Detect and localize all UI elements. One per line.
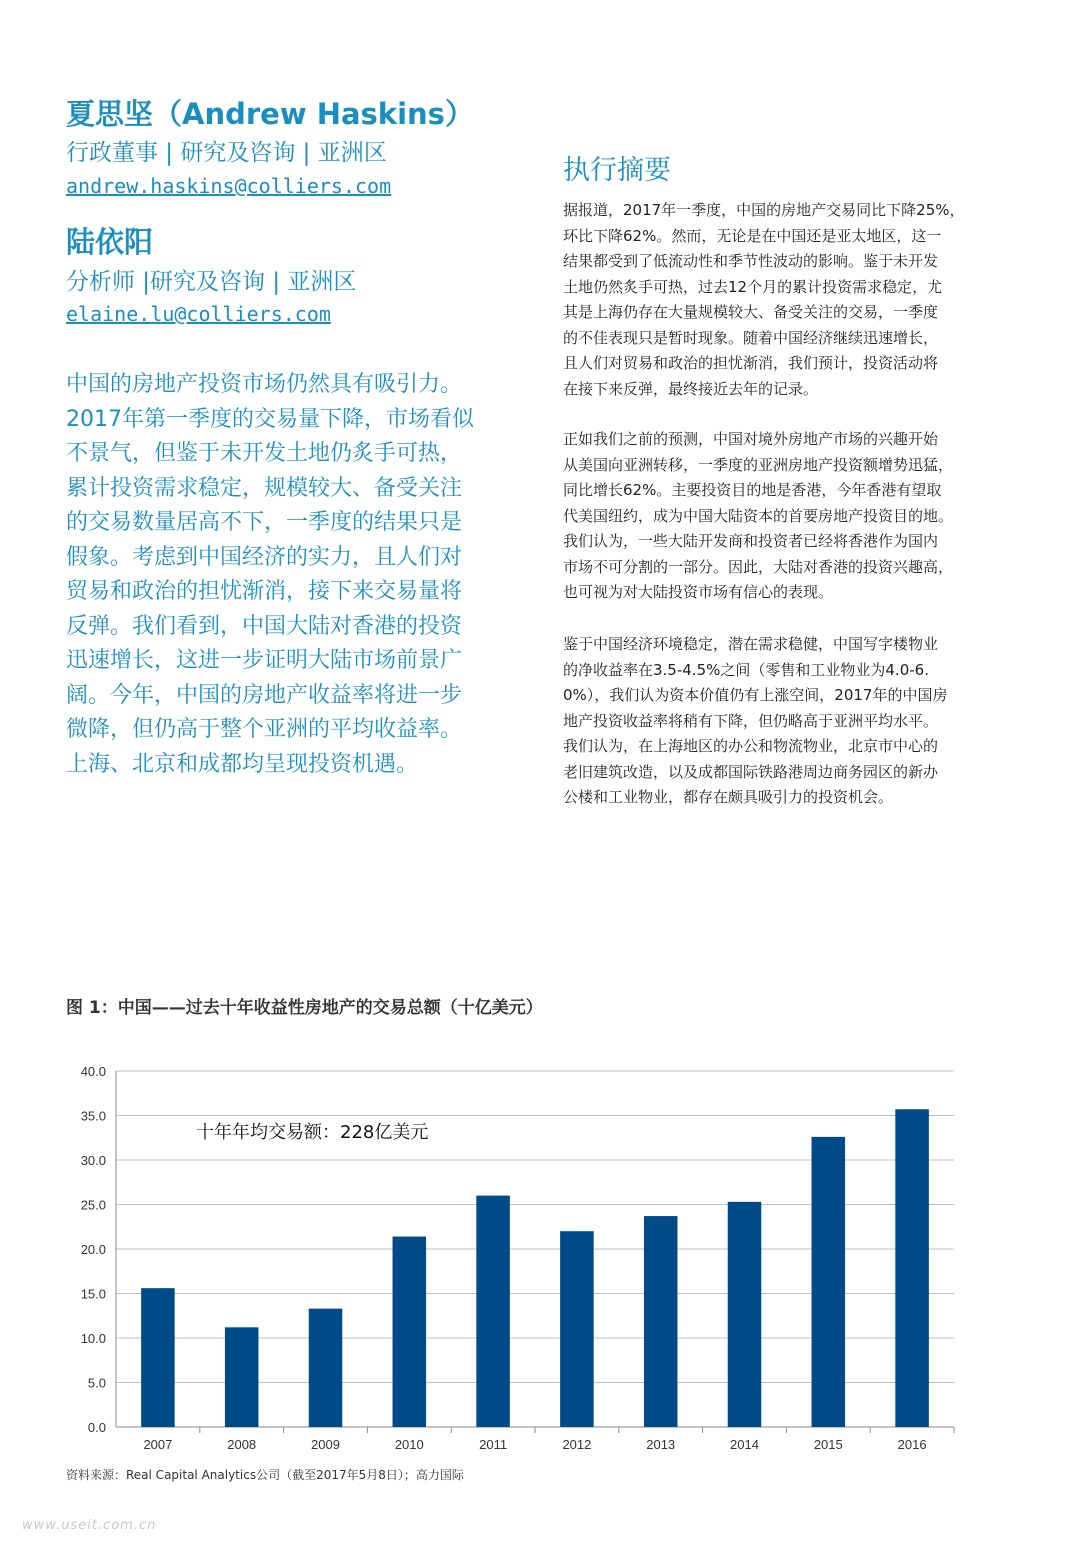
author-name: 陆依阳 <box>66 225 154 259</box>
exec-paragraph <box>563 427 1043 606</box>
author-name: 夏思坚（Andrew Haskins） <box>66 97 474 131</box>
x-tick-label: 2015 <box>813 1437 843 1452</box>
lead-line: 的交易数量居高不下，一季度的结果只是 <box>66 510 463 535</box>
x-tick-label: 2013 <box>646 1437 676 1452</box>
lead-line: 反弹。我们看到，中国大陆对香港的投资 <box>66 613 463 639</box>
y-tick-label: 40.0 <box>80 1064 106 1079</box>
x-tick-label: 2016 <box>897 1437 927 1452</box>
exec-line: 代美国纽约，成为中国大陆资本的首要房地产投资目的地。 <box>563 506 954 525</box>
x-tick-label: 2009 <box>311 1437 340 1452</box>
exec-line: 鉴于中国经济环境稳定，潜在需求稳健，中国写字楼物业 <box>563 635 939 653</box>
bar-chart <box>60 1055 980 1460</box>
bar <box>644 1216 678 1427</box>
exec-line: 地产投资收益率将稍有下降，但仍略高于亚洲平均水平。 <box>563 711 939 730</box>
exec-line: 从美国向亚洲转移，一季度的亚洲房地产投资额增势迅猛， <box>563 455 954 474</box>
author-role: 分析师 |研究及咨询 | 亚洲区 <box>66 269 357 295</box>
bar <box>309 1309 343 1427</box>
exec-line: 我们认为，一些大陆开发商和投资者已经将香港作为国内 <box>563 532 939 550</box>
exec-line: 的不佳表现只是暂时现象。随着中国经济继续迅速增长， <box>563 328 939 347</box>
y-tick-label: 0.0 <box>87 1420 106 1435</box>
exec-paragraph <box>563 198 1043 402</box>
bar <box>225 1327 259 1427</box>
bar <box>895 1109 929 1427</box>
exec-line: 同比增长62%。主要投资目的地是香港，今年香港有望取 <box>563 481 942 499</box>
x-tick-label: 2011 <box>479 1437 508 1452</box>
lead-line: 贸易和政治的担忧渐消，接下来交易量将 <box>66 579 463 604</box>
x-tick-label: 2014 <box>730 1437 759 1452</box>
bar <box>728 1202 762 1427</box>
bar <box>141 1288 175 1427</box>
y-tick-label: 10.0 <box>80 1331 106 1346</box>
exec-line: 也可视为对大陆投资市场有信心的表现。 <box>563 583 834 601</box>
bar <box>476 1196 510 1427</box>
exec-line: 的净收益率在3.5-4.5%之间（零售和工业物业为4.0-6. <box>563 660 929 679</box>
exec-line: 公楼和工业物业，都存在颇具吸引力的投资机会。 <box>563 788 894 806</box>
exec-line: 在接下来反弹，最终接近去年的记录。 <box>563 379 819 398</box>
x-tick-label: 2007 <box>143 1437 173 1452</box>
author-role: 行政董事 | 研究及咨询 | 亚洲区 <box>66 140 387 166</box>
y-tick-label: 20.0 <box>80 1242 106 1257</box>
exec-line: 老旧建筑改造，以及成都国际铁路港周边商务园区的新办 <box>563 762 939 781</box>
y-tick-label: 30.0 <box>80 1153 106 1168</box>
exec-line: 环比下降62%。然而，无论是在中国还是亚太地区，这一 <box>563 226 942 245</box>
chart-annotation: 十年年均交易额：228亿美元 <box>196 1122 429 1143</box>
x-tick-label: 2012 <box>562 1437 592 1452</box>
source-note: 资料来源：Real Capital Analytics公司（截至2017年5月8日）；高力国际 <box>66 1468 464 1482</box>
exec-line: 且人们对贸易和政治的担忧渐消，我们预计，投资活动将 <box>563 354 939 372</box>
y-tick-label: 35.0 <box>80 1108 106 1124</box>
author-email-link[interactable]: elaine.lu@colliers.com <box>66 302 331 326</box>
lead-line: 迅速增长，这进一步证明大陆市场前景广 <box>66 648 463 673</box>
exec-line: 市场不可分割的一部分。因此，大陆对香港的投资兴趣高， <box>563 557 954 576</box>
lead-line: 阔。今年，中国的房地产收益率将进一步 <box>66 682 463 708</box>
lead-line: 假象。考虑到中国经济的实力，且人们对 <box>66 544 463 570</box>
exec-line: 我们认为，在上海地区的办公和物流物业，北京市中心的 <box>563 737 939 755</box>
exec-line: 据报道，2017年一季度，中国的房地产交易同比下降25%， <box>563 201 965 219</box>
exec-line: 正如我们之前的预测，中国对境外房地产市场的兴趣开始 <box>563 430 939 448</box>
lead-line: 中国的房地产投资市场仍然具有吸引力。 <box>66 372 463 397</box>
lead-paragraph <box>66 368 536 782</box>
author-email-link[interactable]: andrew.haskins@colliers.com <box>66 174 392 198</box>
watermark: www.useit.com.cn <box>22 1518 157 1533</box>
lead-line: 累计投资需求稳定，规模较大、备受关注 <box>66 475 463 501</box>
bar <box>393 1237 427 1427</box>
section-title: 执行摘要 <box>563 155 671 186</box>
exec-paragraph <box>563 632 1043 811</box>
exec-line: 其是上海仍存在大量规模较大、备受关注的交易，一季度 <box>563 303 939 321</box>
x-tick-label: 2008 <box>227 1437 257 1452</box>
exec-line: 土地仍然炙手可热，过去12个月的累计投资需求稳定，尤 <box>563 277 943 296</box>
lead-line: 微降，但仍高于整个亚洲的平均收益率。 <box>66 717 463 742</box>
figure-title: 图 1：中国——过去十年收益性房地产的交易总额（十亿美元） <box>66 998 543 1018</box>
y-tick-label: 25.0 <box>80 1197 106 1213</box>
bar <box>812 1137 846 1427</box>
y-tick-label: 5.0 <box>87 1375 106 1391</box>
lead-line: 上海、北京和成都均呈现投资机遇。 <box>66 751 419 777</box>
exec-line: 结果都受到了低流动性和季节性波动的影响。鉴于未开发 <box>563 252 939 270</box>
y-tick-label: 15.0 <box>80 1286 106 1302</box>
lead-line: 2017年第一季度的交易量下降，市场看似 <box>66 406 474 432</box>
lead-line: 不景气，但鉴于未开发土地仍炙手可热， <box>66 441 463 466</box>
exec-line: 0%），我们认为资本价值仍有上涨空间，2017年的中国房 <box>563 686 948 704</box>
bar <box>560 1231 594 1427</box>
x-tick-label: 2010 <box>394 1437 424 1452</box>
